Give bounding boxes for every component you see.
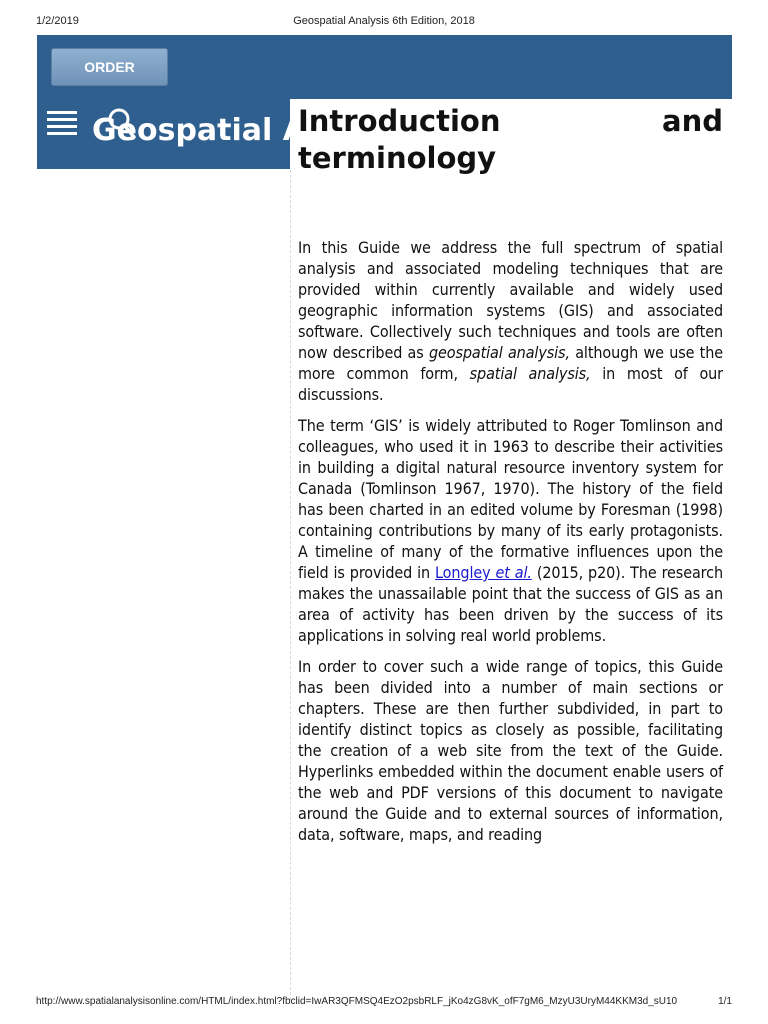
print-header — [0, 15, 768, 31]
paragraph-2-text-b: (2015, p20). The research makes the unassailable point that the success of GIS as an area of activity has been driven by the success of its applications in solving real world problems. — [298, 563, 723, 645]
print-footer — [0, 996, 768, 1010]
hamburger-icon[interactable] — [47, 111, 77, 135]
site-title: Geospatial Analysis — [92, 113, 424, 148]
link-text: Longley — [435, 563, 496, 582]
paragraph-1-text-b: although we use the more common form, — [298, 343, 723, 383]
page-title-line-2: terminology — [298, 141, 497, 175]
paragraph-3: In order to cover such a wide range of topics, this Guide has been divided into a number of main sections or chapters. These are then further subdivided, in part to identify distinct topics as closely as possible, facilitating the creation of a web site from the text of the Guide. Hyperlinks embedded within the document enable users of the web and PDF versions of this document to navigate around the Guide and to external sources of information, data, software, maps, and reading — [298, 657, 723, 844]
page-title-line-1: Introduction and — [298, 104, 723, 138]
print-page-number: 1/1 — [718, 996, 732, 1007]
content-divider — [290, 170, 291, 1000]
page-title — [298, 103, 723, 177]
print-url: http://www.spatialanalysisonline.com/HTML/index.html?fbclid=IwAR3QFMSQ4EzO2psbRLF_jKo4zG8vK_ofF7gM6_MzyU3UryM44KKM3d_sU10 — [36, 996, 678, 1007]
paragraph-1-text-c: in most of our discussions. — [298, 364, 723, 404]
link-text-emphasis: et al. — [495, 563, 532, 582]
print-page-title: Geospatial Analysis 6th Edition, 2018 — [293, 15, 475, 27]
paragraph-1-emphasis-1: geospatial analysis, — [428, 343, 570, 362]
paragraph-1-emphasis-2: spatial analysis, — [469, 364, 591, 383]
paragraph-2 — [298, 415, 723, 646]
top-navigation-bar — [37, 35, 732, 99]
order-button[interactable]: ORDER — [51, 48, 168, 86]
print-date: 1/2/2019 — [36, 15, 79, 27]
longley-reference-link[interactable] — [435, 563, 532, 582]
paragraph-2-text-a: The term ‘GIS’ is widely attributed to Roger Tomlinson and colleagues, who used it in 1963 to describe their activities in building a digital natural resource inventory system for Canada (Tomlinson 1967, 1970). The history of the field has been charted in an edited volume by Foresman (1998) containing contributions by many of its early protagonists. A timeline of many of the formative influences upon the field is provided in — [298, 416, 723, 582]
article-content — [298, 103, 723, 855]
paragraph-1-text-a: In this Guide we address the full spectrum of spatial analysis and associated modeling techniques that are provided within currently available and widely used geographic information systems (GIS) and associated software. Collectively such techniques and tools are often now described as — [298, 238, 723, 362]
paragraph-1 — [298, 237, 723, 405]
